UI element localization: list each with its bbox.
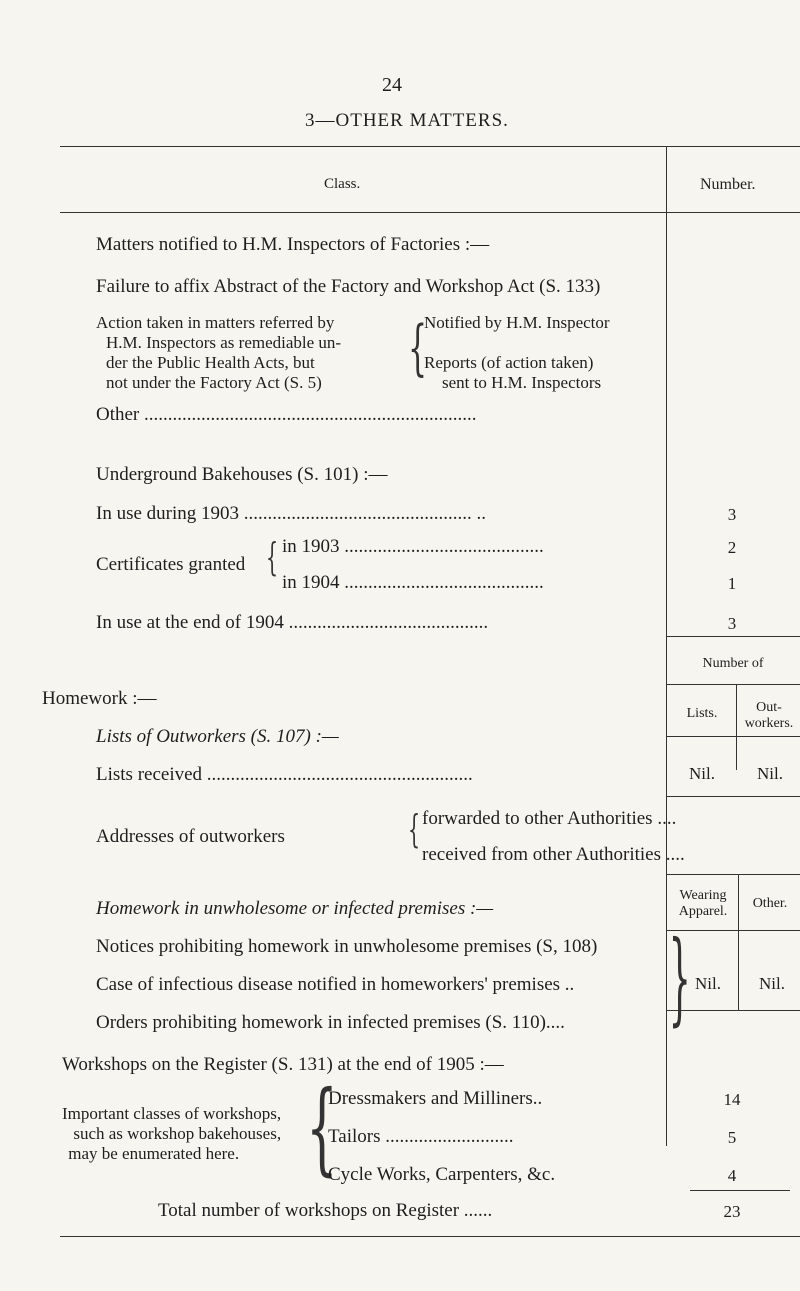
dressmakers-value: 14 <box>723 1090 741 1109</box>
number-of-rule <box>666 636 800 637</box>
infectious-case-row: Case of infectious disease notified in homeworkers' premises .. <box>96 974 575 995</box>
lists-header: Lists. <box>686 706 718 721</box>
wearing-apparel-header: Wearing Apparel. <box>678 888 728 919</box>
class-column-header: Class. <box>324 176 361 192</box>
failure-abstract-row: Failure to affix Abstract of the Factory and Workshop Act (S. 133) <box>96 276 601 297</box>
lists-outworkers-heading: Lists of Outworkers (S. 107) :— <box>96 726 339 747</box>
number-of-header: Number of <box>702 656 764 671</box>
matters-notified-heading: Matters notified to H.M. Inspectors of Factories :— <box>96 234 490 255</box>
in-use-1903-row: In use during 1903 ................................................ .. <box>96 503 487 524</box>
in-use-end-1904-value: 3 <box>727 614 737 633</box>
certificates-label: Certificates granted <box>96 554 246 575</box>
tailors-value: 5 <box>727 1128 737 1147</box>
number-column-header: Number. <box>700 176 756 193</box>
other-value: Nil. <box>759 974 785 993</box>
header-rule <box>60 212 800 213</box>
important-classes-brace: { <box>306 1069 338 1186</box>
lists-bottom-rule <box>666 796 800 797</box>
page-title: 3—OTHER MATTERS. <box>305 110 509 131</box>
homework-values-brace: { <box>668 919 691 1036</box>
column-divider <box>666 146 667 1146</box>
total-rule <box>690 1190 790 1191</box>
certificates-brace: { <box>266 535 279 579</box>
outworkers-header: Out- workers. <box>744 700 794 731</box>
cycle-works-row: Cycle Works, Carpenters, &c. <box>328 1164 556 1185</box>
lists-received-lists-value: Nil. <box>689 764 715 783</box>
cert-1904-value: 1 <box>727 574 737 593</box>
table-bottom-rule <box>60 1236 800 1237</box>
total-workshops-value: 23 <box>723 1202 741 1221</box>
action-brace: { <box>408 313 428 383</box>
lists-received-outworkers-value: Nil. <box>757 764 783 783</box>
lists-received-row: Lists received ........................................................ <box>96 764 473 785</box>
unwholesome-heading: Homework in unwholesome or infected premises :— <box>96 898 494 919</box>
forwarded-row: forwarded to other Authorities .... <box>422 808 677 829</box>
tailors-row: Tailors ........................... <box>328 1126 514 1147</box>
wearing-apparel-value: Nil. <box>695 974 721 993</box>
cert-1903-row: in 1903 .......................................... <box>282 536 544 557</box>
dressmakers-row: Dressmakers and Milliners.. <box>328 1088 543 1109</box>
received-row: received from other Authorities .... <box>422 844 685 865</box>
important-classes-label: Important classes of workshops, such as workshop bakehouses, may be enumerated here. <box>62 1104 282 1163</box>
in-use-end-1904-row: In use at the end of 1904 .......................................... <box>96 612 489 633</box>
page-number: 24 <box>382 74 402 96</box>
table-top-rule <box>60 146 800 147</box>
other-row: Other ...................................................................... <box>96 404 477 425</box>
reports-sent-row: Reports (of action taken) sent to H.M. Inspectors <box>424 353 602 392</box>
notices-row: Notices prohibiting homework in unwholesome premises (S, 108) <box>96 936 598 957</box>
homework-heading: Homework :— <box>42 688 157 709</box>
homework-bottom-rule <box>666 1010 800 1011</box>
cycle-works-value: 4 <box>727 1166 737 1185</box>
cert-1904-row: in 1904 .......................................... <box>282 572 544 593</box>
bakehouses-heading: Underground Bakehouses (S. 101) :— <box>96 464 388 485</box>
orders-row: Orders prohibiting homework in infected premises (S. 110).... <box>96 1012 565 1033</box>
addresses-brace: { <box>408 807 421 851</box>
action-taken-label: Action taken in matters referred by H.M. Inspectors as remediable un- der the Public Health Acts, but not under the Factory Act (S. 5) <box>96 313 342 392</box>
wearing-column-divider <box>738 874 739 1010</box>
other-header: Other. <box>752 896 788 911</box>
lists-value-rule <box>666 736 800 737</box>
lists-header-rule <box>666 684 800 685</box>
in-use-1903-value: 3 <box>727 505 737 524</box>
addresses-label: Addresses of outworkers <box>96 826 285 847</box>
workshops-heading: Workshops on the Register (S. 131) at the end of 1905 :— <box>62 1054 504 1075</box>
notified-by-inspector-row: Notified by H.M. Inspector <box>424 313 610 332</box>
wearing-top-rule <box>666 874 800 875</box>
cert-1903-value: 2 <box>727 538 737 557</box>
lists-column-divider <box>736 684 737 770</box>
total-workshops-row: Total number of workshops on Register ...... <box>158 1200 493 1221</box>
